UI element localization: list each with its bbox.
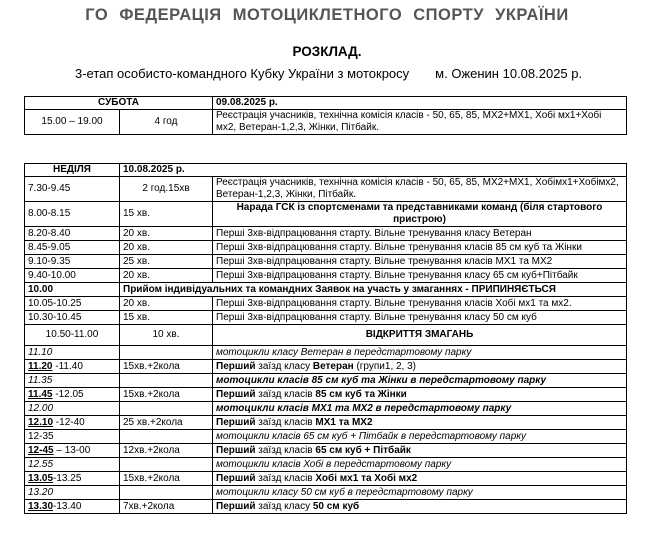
row-description: Реєстрація учасників, технічна комісія класів - 50, 65, 85, MX2+MX1, Хобі мх1+Хобі мх2, Ветеран-1,2,3, Жінки, Пітбайк. <box>213 110 627 135</box>
sunday-header-row <box>25 164 627 177</box>
row-description <box>213 416 627 430</box>
row-time: 10.50-11.00 <box>25 325 120 346</box>
row-time-start: 11.45 <box>28 388 53 400</box>
sunday-day: НЕДІЛЯ <box>25 164 120 177</box>
table-row <box>25 241 627 255</box>
table-row <box>25 269 627 283</box>
row-duration-empty <box>120 346 213 360</box>
row-description: Перші 3хв-відпрацювання старту. Вільне тренування класу 50 см куб <box>213 311 627 325</box>
row-description: Перші 3хв-відпрацювання старту. Вільне тренування класів MX1 та MX2 <box>213 255 627 269</box>
event-subtitle <box>75 66 582 81</box>
desc-lead: Перший <box>216 444 256 456</box>
row-duration: 15хв.+2кола <box>120 388 213 402</box>
desc-class: 65 см куб + Пітбайк <box>315 444 411 456</box>
desc-tail: (групи1, 2, 3) <box>353 360 417 372</box>
row-time-end: -12-40 <box>53 416 85 428</box>
desc-lead: Перший <box>216 388 256 400</box>
row-duration-empty <box>120 430 213 444</box>
row-duration: 15 хв. <box>120 311 213 325</box>
desc-class: Хобі мх1 та Хобі мх2 <box>315 472 418 484</box>
desc-class: Ветеран <box>312 360 354 372</box>
row-time: 11.10 <box>25 346 120 360</box>
row-duration: 7хв.+2кола <box>120 500 213 514</box>
desc-mid: заїзд класу <box>255 500 313 512</box>
row-time: 12.00 <box>25 402 120 416</box>
table-row <box>25 227 627 241</box>
desc-lead: Перший <box>216 472 256 484</box>
row-time-end: -13.25 <box>53 472 82 484</box>
row-description: Перші 3хв-відпрацювання старту. Вільне тренування класів Хобі мх1 та мх2. <box>213 297 627 311</box>
row-time <box>25 472 120 486</box>
row-duration-empty <box>120 374 213 388</box>
row-time-start: 12-45 <box>28 444 54 456</box>
row-time: 8.20-8.40 <box>25 227 120 241</box>
row-duration-empty <box>120 458 213 472</box>
table-row <box>25 472 627 486</box>
table-row <box>25 325 627 346</box>
row-description: Перші 3хв-відпрацювання старту. Вільне тренування класу Ветеран <box>213 227 627 241</box>
federation-header: ГО ФЕДЕРАЦІЯ МОТОЦИКЛЕТНОГО СПОРТУ УКРАЇНИ <box>85 6 569 24</box>
row-time: 12-35 <box>25 430 120 444</box>
table-row <box>25 311 627 325</box>
row-description: Нарада ГСК із спортсменами та представниками команд (біля стартового пристрою) <box>213 202 627 227</box>
table-row <box>25 297 627 311</box>
table-row <box>25 360 627 374</box>
desc-lead: Перший <box>216 500 256 512</box>
row-time-end: -12.05 <box>52 388 84 400</box>
row-duration: 25 хв. <box>120 255 213 269</box>
row-time: 11.35 <box>25 374 120 388</box>
row-duration: 15хв.+2кола <box>120 360 213 374</box>
table-row <box>25 402 627 416</box>
table-row <box>25 416 627 430</box>
row-duration: 4 год <box>120 110 213 135</box>
row-time: 9.40-10.00 <box>25 269 120 283</box>
table-row <box>25 202 627 227</box>
row-duration: 10 хв. <box>120 325 213 346</box>
desc-class: MX1 та MX2 <box>315 416 373 428</box>
table-row <box>25 430 627 444</box>
row-duration: 12хв.+2кола <box>120 444 213 458</box>
row-time: 10.00 <box>25 283 120 297</box>
row-duration: 20 хв. <box>120 269 213 283</box>
table-row <box>25 444 627 458</box>
row-duration-empty <box>120 486 213 500</box>
row-duration: 15 хв. <box>120 202 213 227</box>
row-duration: 2 год.15хв <box>120 177 213 202</box>
row-time-end: -13.40 <box>53 500 82 512</box>
desc-class: 50 см куб <box>312 500 360 512</box>
sunday-table <box>24 163 627 514</box>
row-time <box>25 360 120 374</box>
row-description <box>213 388 627 402</box>
desc-mid: заїзд класів <box>255 388 316 400</box>
row-time: 13.20 <box>25 486 120 500</box>
table-row <box>25 283 627 297</box>
row-time <box>25 500 120 514</box>
row-duration: 20 хв. <box>120 241 213 255</box>
desc-mid: заїзд класів <box>255 444 316 456</box>
row-time: 8.45-9.05 <box>25 241 120 255</box>
table-row <box>25 458 627 472</box>
row-description: Перші 3хв-відпрацювання старту. Вільне тренування класів 85 см куб та Жінки <box>213 241 627 255</box>
row-time <box>25 416 120 430</box>
row-duration: 20 хв. <box>120 227 213 241</box>
row-description: мотоцикли класу 50 см куб в передстартовому парку <box>213 486 627 500</box>
saturday-header-row <box>25 97 627 110</box>
row-time: 8.00-8.15 <box>25 202 120 227</box>
row-description <box>213 360 627 374</box>
sunday-date: 10.08.2025 р. <box>120 164 627 177</box>
row-time-start: 13.05 <box>28 472 54 484</box>
row-time: 10.05-10.25 <box>25 297 120 311</box>
event-location-date: м. Оженин 10.08.2025 р. <box>435 66 583 81</box>
saturday-date: 09.08.2025 р. <box>213 97 627 110</box>
event-name: 3-етап особисто-командного Кубку України з мотокросу <box>75 66 410 81</box>
row-duration: 15хв.+2кола <box>120 472 213 486</box>
row-time: 9.10-9.35 <box>25 255 120 269</box>
row-time <box>25 388 120 402</box>
table-row <box>25 500 627 514</box>
row-duration-empty <box>120 402 213 416</box>
desc-mid: заїзд класу <box>255 360 313 372</box>
row-duration: 25 хв.+2кола <box>120 416 213 430</box>
row-time-start: 11.20 <box>28 360 53 372</box>
row-description: мотоцикли класів MX1 та MX2 в передстартовому парку <box>213 402 627 416</box>
row-description <box>213 472 627 486</box>
row-description: Перші 3хв-відпрацювання старту. Вільне тренування класу 65 см куб+Пітбайк <box>213 269 627 283</box>
table-row <box>25 110 627 135</box>
table-row <box>25 255 627 269</box>
row-time-start: 12.10 <box>28 416 54 428</box>
row-description: ВІДКРИТТЯ ЗМАГАНЬ <box>213 325 627 346</box>
row-description: Прийом індивідуальних та командних Заявок на участь у змаганнях - ПРИПИНЯЄТЬСЯ <box>120 283 627 297</box>
desc-mid: заїзд класів <box>255 416 316 428</box>
row-description <box>213 444 627 458</box>
row-description: Реєстрація учасників, технічна комісія класів - 50, 65, 85, MX2+MX1, Хобімх1+Хобімх2, Ветеран-1,2,3, Жінки, Пітбайк. <box>213 177 627 202</box>
row-time <box>25 444 120 458</box>
table-row <box>25 374 627 388</box>
table-row <box>25 486 627 500</box>
row-description: мотоцикли класів 85 см куб та Жінки в передстартовому парку <box>213 374 627 388</box>
row-time: 7.30-9.45 <box>25 177 120 202</box>
desc-class: 85 см куб та Жінки <box>315 388 407 400</box>
table-row <box>25 388 627 402</box>
row-description <box>213 500 627 514</box>
saturday-table <box>24 96 627 135</box>
table-row <box>25 177 627 202</box>
row-time-start: 13.30 <box>28 500 54 512</box>
row-description: мотоцикли класу Ветеран в передстартовому парку <box>213 346 627 360</box>
row-duration: 20 хв. <box>120 297 213 311</box>
row-time: 10.30-10.45 <box>25 311 120 325</box>
table-row <box>25 346 627 360</box>
row-time: 12.55 <box>25 458 120 472</box>
schedule-title: РОЗКЛАД. <box>292 44 362 59</box>
row-time-end: -11.40 <box>52 360 83 372</box>
row-time-end: – 13-00 <box>53 444 91 456</box>
desc-lead: Перший <box>216 360 256 372</box>
desc-lead: Перший <box>216 416 256 428</box>
row-description: мотоцикли класів Хобі в передстартовому парку <box>213 458 627 472</box>
saturday-day: СУБОТА <box>25 97 213 110</box>
row-time: 15.00 – 19.00 <box>25 110 120 135</box>
desc-mid: заїзд класів <box>255 472 316 484</box>
row-description: мотоцикли класів 65 см куб + Пітбайк в передстартовому парку <box>213 430 627 444</box>
